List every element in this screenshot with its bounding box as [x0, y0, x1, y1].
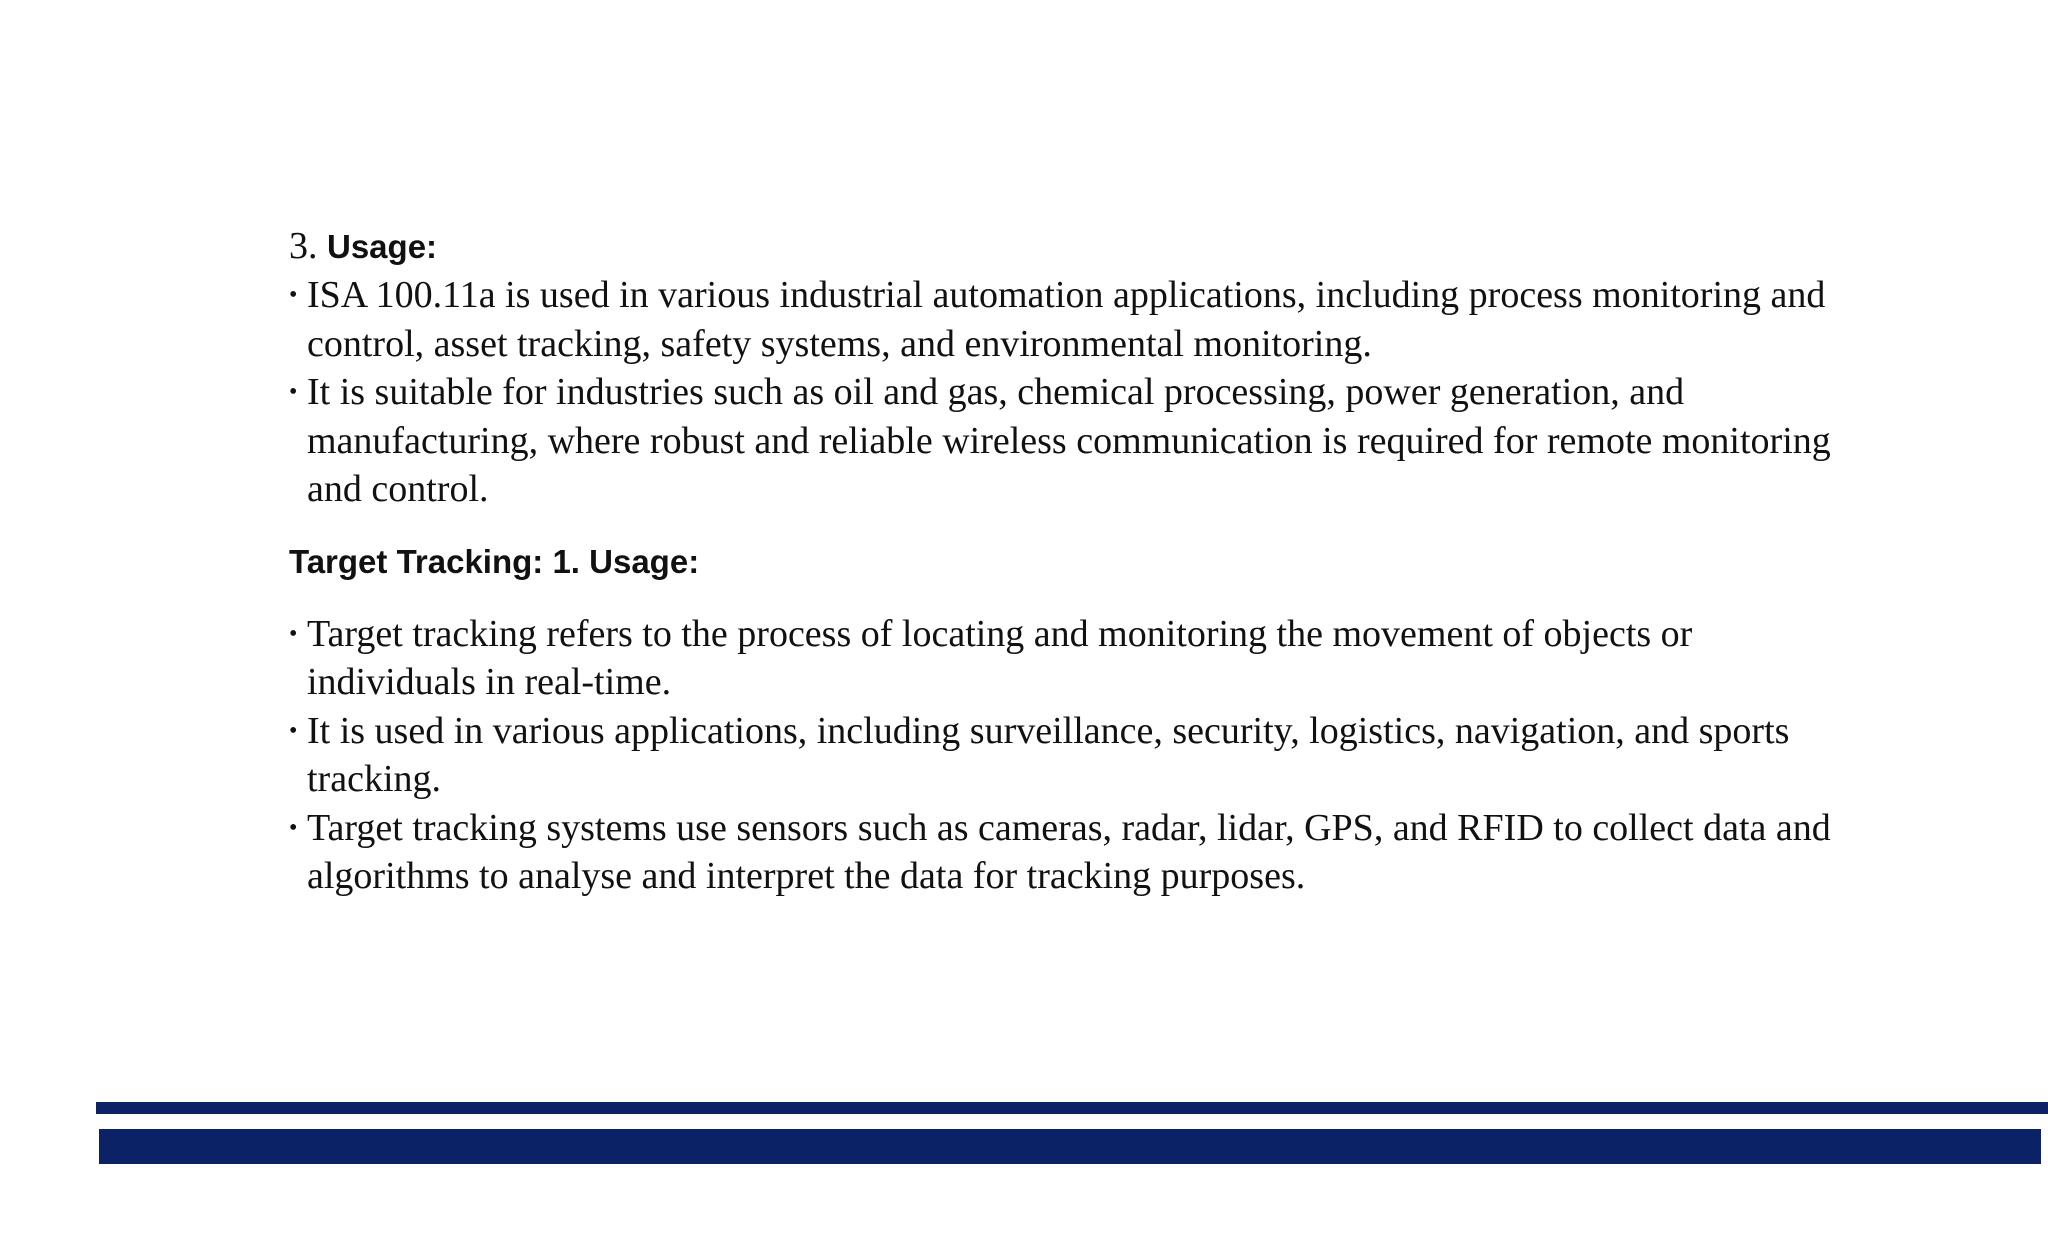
section-label: Usage:	[327, 228, 438, 265]
list-item	[289, 271, 1849, 368]
list-item	[289, 707, 1849, 804]
usage-bullet-list	[289, 271, 1849, 514]
footer-divider-thin	[96, 1102, 2048, 1114]
list-item-text: Target tracking refers to the process of locating and monitoring the movement of objects or individuals in real-time.	[307, 612, 1693, 703]
target-tracking-bullet-list	[289, 610, 1849, 901]
bullet-icon: •	[289, 717, 298, 744]
list-item-text: It is used in various applications, including surveillance, security, logistics, navigation, and sports tracking.	[307, 709, 1790, 800]
list-item	[289, 610, 1849, 707]
bullet-icon: •	[289, 282, 298, 308]
target-tracking-heading: Target Tracking: 1. Usage:	[289, 542, 700, 580]
bullet-icon: •	[289, 379, 298, 405]
list-item	[289, 368, 1849, 514]
bullet-icon: •	[289, 814, 298, 841]
section-number: 3.	[289, 225, 318, 267]
list-item	[289, 804, 1849, 901]
bullet-icon: •	[289, 620, 298, 647]
footer-divider-thick	[99, 1129, 2041, 1164]
list-item-text: It is suitable for industries such as oil and gas, chemical processing, power generation, and manufacturing, where robust and reliable wireless communication is required for remote monitoring and control.	[307, 371, 1831, 510]
slide-content	[289, 222, 1849, 901]
section-heading-usage	[289, 222, 1849, 271]
list-item-text: Target tracking systems use sensors such as cameras, radar, lidar, GPS, and RFID to collect data and algorithms to analyse and interpret the data for tracking purposes.	[307, 806, 1831, 897]
list-item-text: ISA 100.11a is used in various industrial automation applications, including process monitoring and control, asset tracking, safety systems, and environmental monitoring.	[307, 274, 1826, 365]
